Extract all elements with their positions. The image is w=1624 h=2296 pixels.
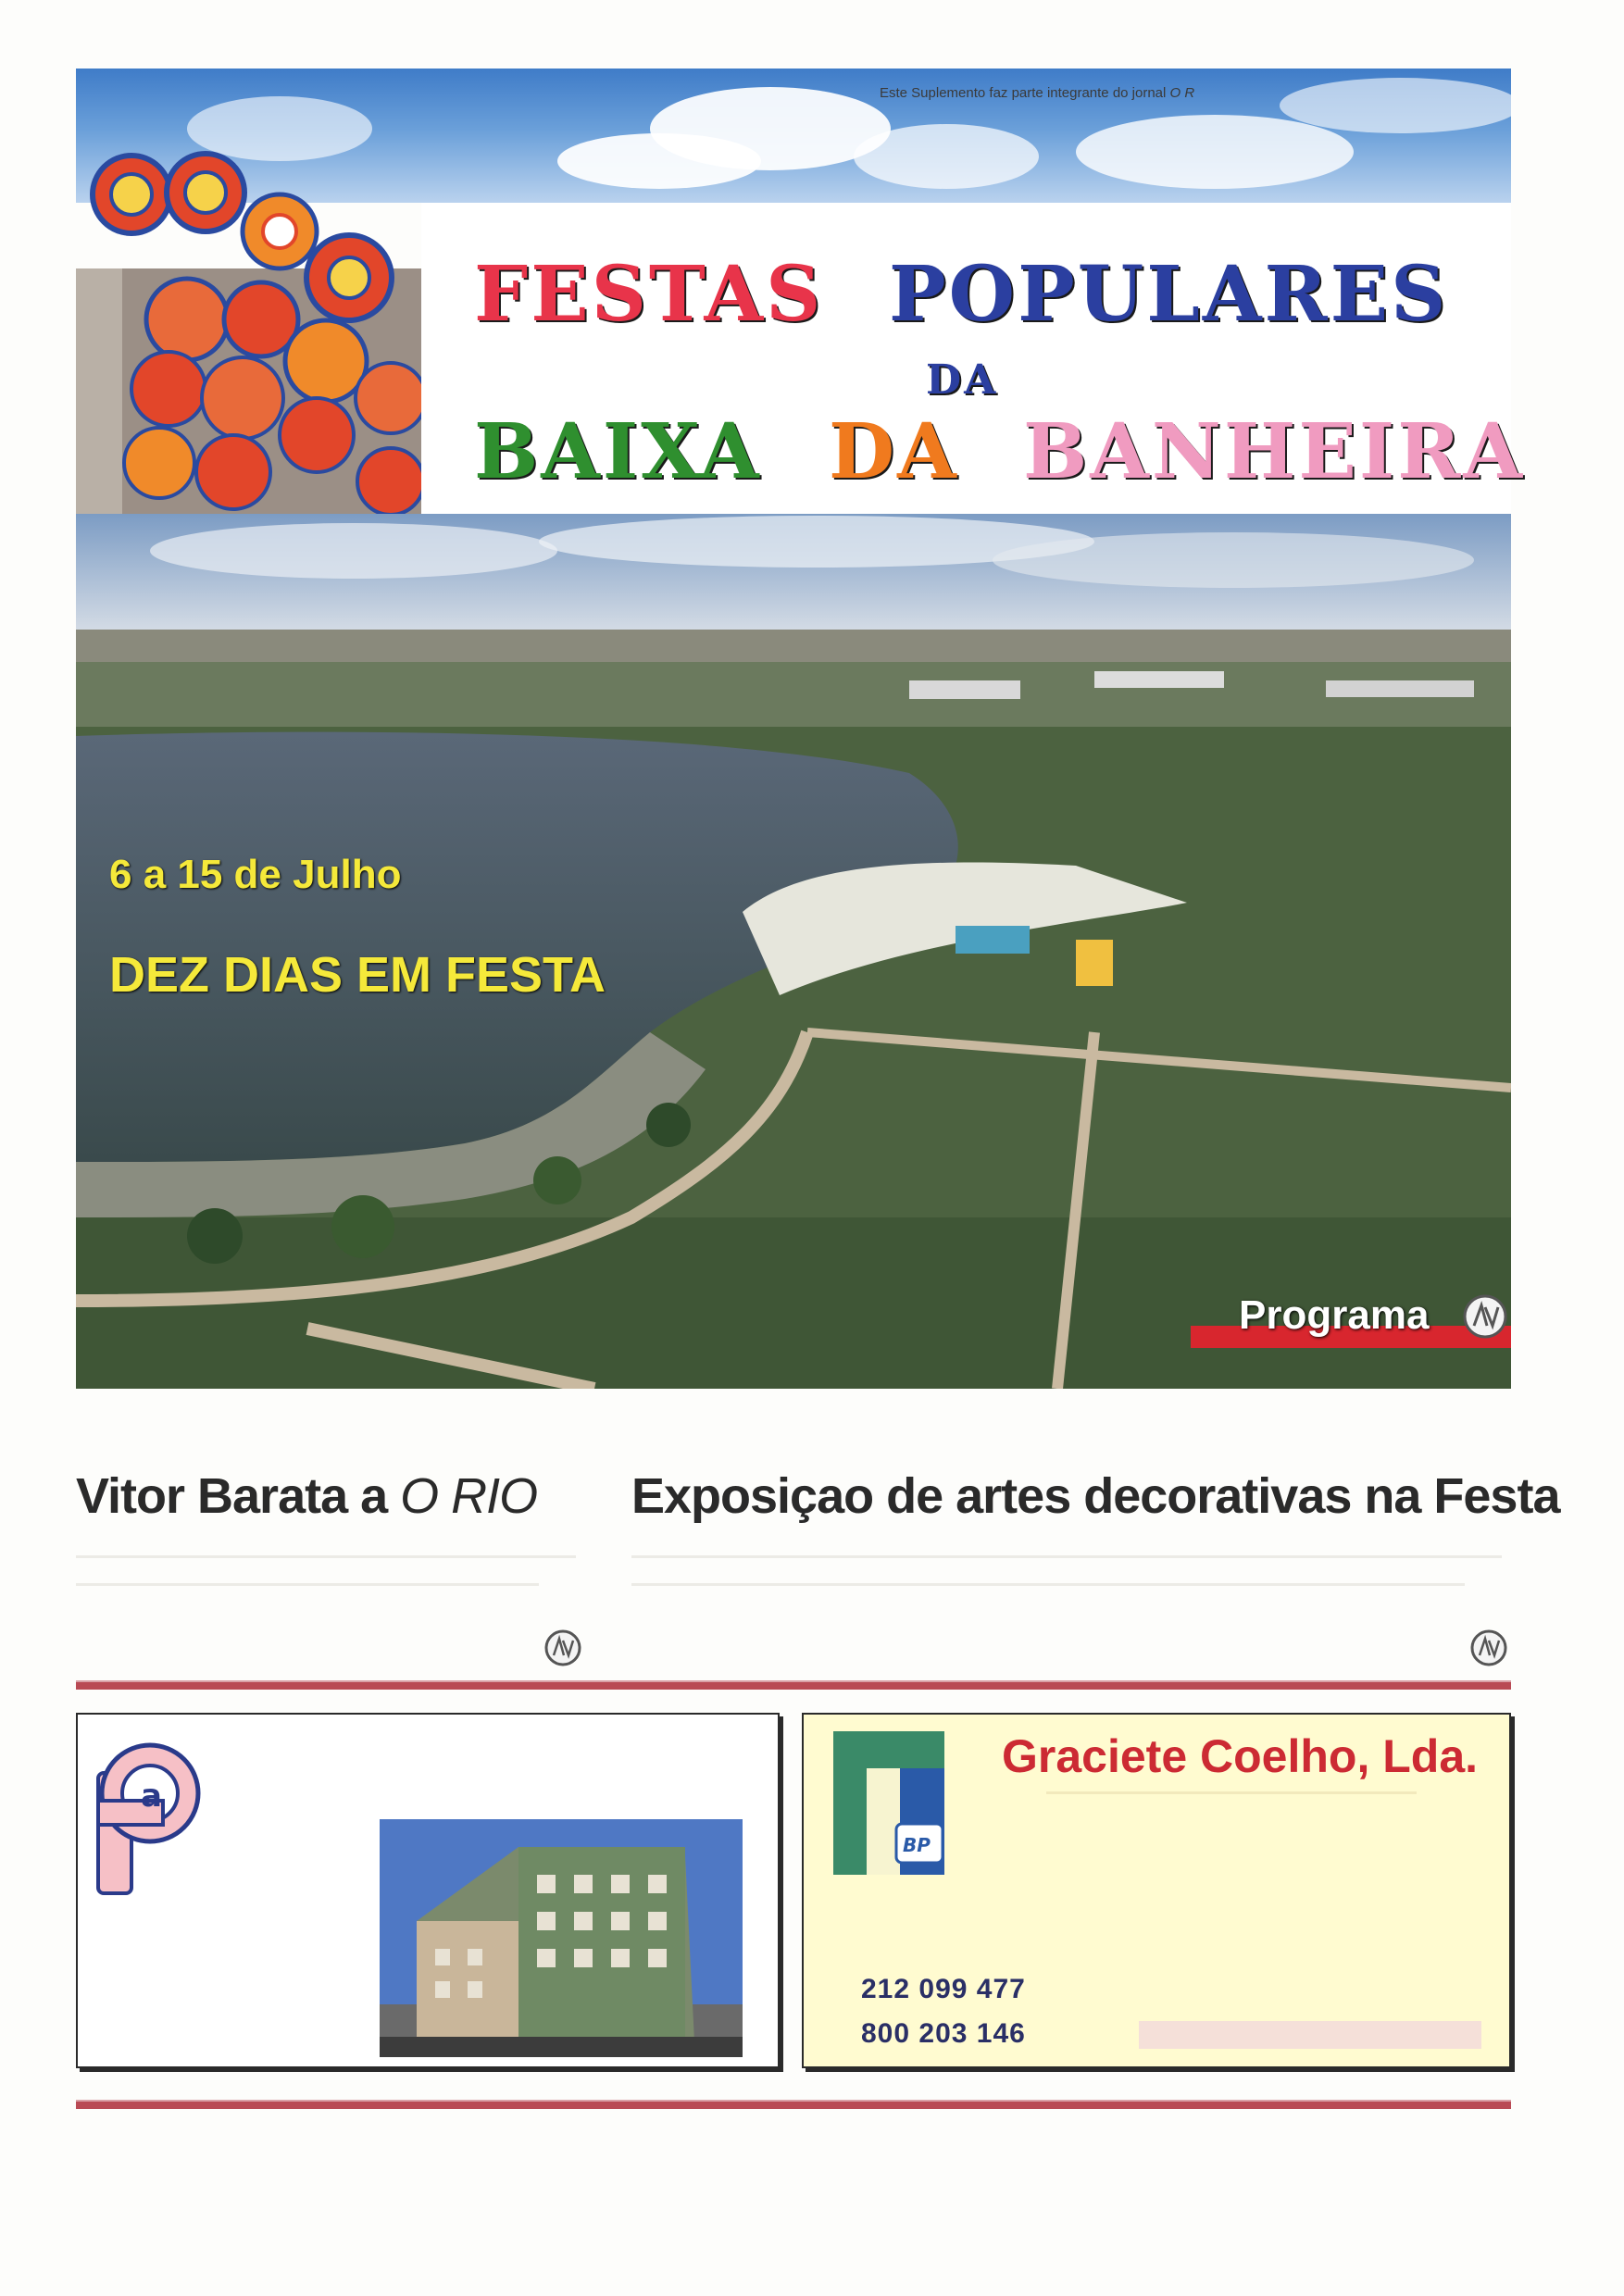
faint-text-line xyxy=(1046,1791,1417,1794)
svg-text:a: a xyxy=(141,1778,162,1815)
festival-dates: 6 a 15 de Julho xyxy=(109,852,402,897)
svg-text:BP: BP xyxy=(903,1834,931,1856)
supplement-note xyxy=(880,85,1194,101)
faint-promo-strip xyxy=(1139,2021,1481,2049)
phone-number[interactable]: 212 099 477 xyxy=(861,1974,1026,2004)
newspaper-logo-icon xyxy=(1463,1294,1507,1339)
newspaper-logo-icon xyxy=(544,1629,581,1666)
programa-link[interactable]: Programa xyxy=(1239,1292,1430,1338)
bp-logo-icon xyxy=(833,1731,944,1879)
title-da-small: DA xyxy=(926,356,999,404)
headline-paper-name: O RIO xyxy=(400,1468,538,1524)
faint-text-line xyxy=(76,1555,576,1558)
festival-tagline: DEZ DIAS EM FESTA xyxy=(109,947,606,1003)
title-baixa: BAIXA xyxy=(474,407,762,496)
title-banheira: BANHEIRA xyxy=(1023,407,1525,496)
supplement-note-text: Este Suplemento faz parte integrante do jornal xyxy=(880,85,1167,101)
article-headline-exhibition[interactable]: Exposiçao de artes decorativas na Festa xyxy=(631,1468,1560,1524)
faint-text-line xyxy=(76,1583,539,1586)
newspaper-logo-icon xyxy=(1470,1629,1507,1666)
faint-text-line xyxy=(631,1583,1465,1586)
article-headline-interview[interactable] xyxy=(76,1467,537,1525)
title-populares: POPULARES xyxy=(889,250,1449,339)
building-photo xyxy=(380,1819,743,2057)
phone-number[interactable]: 800 203 146 xyxy=(861,2018,1026,2049)
fa-logo-icon xyxy=(93,1736,204,1903)
faint-text-line xyxy=(631,1555,1502,1558)
section-divider xyxy=(76,1680,1511,1690)
section-divider xyxy=(76,2100,1511,2109)
festival-decoration-image xyxy=(76,93,421,514)
supplement-paper-name: O R xyxy=(1169,85,1195,101)
title-da: DA xyxy=(829,407,959,496)
title-festas: FESTAS xyxy=(474,250,824,339)
company-name: Graciete Coelho, Lda. xyxy=(1002,1730,1479,1782)
headline-prefix: Vitor Barata a xyxy=(76,1468,388,1524)
